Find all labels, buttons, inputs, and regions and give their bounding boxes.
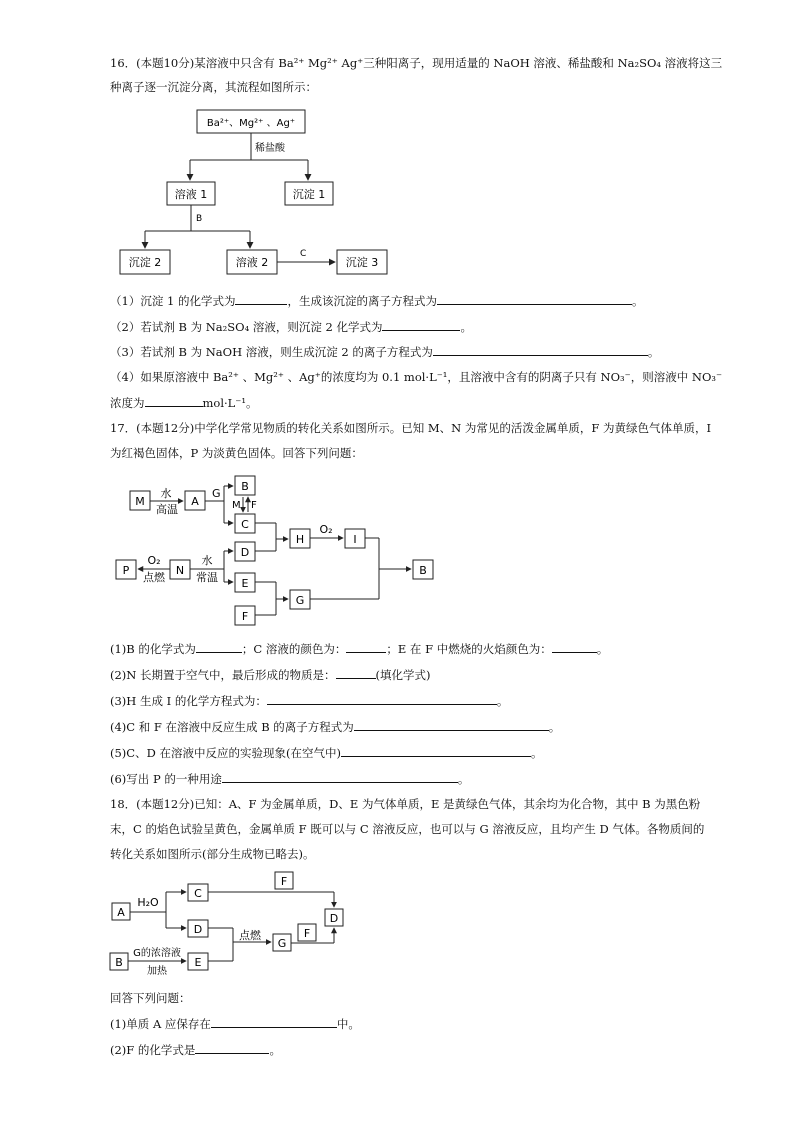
q18-blank2[interactable] xyxy=(195,1041,269,1054)
q17-P-label: P xyxy=(122,564,130,577)
q16-part1-text-c: 。 xyxy=(631,294,644,308)
q16-ppt2-label: 沉淀 2 xyxy=(128,256,162,269)
q16-reagent1: 稀盐酸 xyxy=(255,143,285,154)
q18-A-label: A xyxy=(117,906,125,919)
q16-reagentC: C xyxy=(300,249,307,259)
q17-part2 xyxy=(110,666,431,683)
q18-Fmid-label: F xyxy=(303,927,311,940)
q16-part4-line1: （4）如果原溶液中 Ba²⁺ 、Mg²⁺ 、Ag⁺的浓度均为 0.1 mol·L⁻¹，且溶液中含有的阴离子只有 NO₃⁻，则溶液中 NO₃⁻ xyxy=(110,370,723,384)
q17-E-label: E xyxy=(241,577,249,590)
q18-answer-prompt: 回答下列问题： xyxy=(110,991,191,1005)
q17-blank3[interactable] xyxy=(552,640,597,653)
q17-part6-text-a: (6)写出 P 的一种用途 xyxy=(110,772,222,786)
q18-Ftop-label: F xyxy=(280,875,288,888)
q16-part4-line2 xyxy=(110,394,257,411)
q17-intro-line2: 为红褐色固体，P 为淡黄色固体。回答下列问题： xyxy=(110,446,363,460)
q17-water-label-2: 水 xyxy=(201,554,213,567)
q16-part2 xyxy=(110,318,472,335)
q17-F-on-arrow: F xyxy=(251,500,257,511)
q16-part4-text-c: mol·L⁻¹。 xyxy=(202,396,258,410)
q17-F-label: F xyxy=(241,610,249,623)
q18-intro-line1: 18．(本题12分)已知：A、F 为金属单质，D、E 为气体单质，E 是黄绿色气体，其余均为化合物，其中 B 为黑色粉 xyxy=(110,797,701,811)
q17-G-label: G xyxy=(295,594,305,607)
q16-part3-text-b: 。 xyxy=(647,345,660,359)
q16-flowchart xyxy=(110,105,410,280)
q17-part4-text-b: 。 xyxy=(548,720,561,734)
q17-B-label: B xyxy=(241,480,249,493)
q16-blank5[interactable] xyxy=(145,394,203,407)
q18-intro-line2: 末，C 的焰色试验呈黄色，金属单质 F 既可以与 C 溶液反应，也可以与 G 溶液反应，且均产生 D 气体。各物质间的 xyxy=(110,822,705,836)
q16-part2-text-a: （2）若试剂 B 为 Na₂SO₄ 溶液，则沉淀 2 化学式为 xyxy=(110,320,383,334)
q16-intro-line1: 16．(本题10分)某溶液中只含有 Ba²⁺ Mg²⁺ Ag⁺三种阳离子，现用适量的 NaOH 溶液、稀盐酸和 Na₂SO₄ 溶液将这三 xyxy=(110,56,723,70)
q17-intro-line1: 17．(本题12分)中学化学常见物质的转化关系如图所示。已知 M、N 为常见的活泼金属单质，F 为黄绿色气体单质，I xyxy=(110,421,712,435)
q17-blank2[interactable] xyxy=(346,640,386,653)
q18-blank1[interactable] xyxy=(211,1015,337,1028)
q16-blank4[interactable] xyxy=(433,343,648,356)
q17-diagram xyxy=(110,470,440,630)
q16-part1-text-a: （1）沉淀 1 的化学式为 xyxy=(110,294,236,308)
q17-O2-label-2: O₂ xyxy=(147,554,161,567)
q17-part1-text-c: ；E 在 F 中燃烧的火焰颜色为： xyxy=(386,642,552,656)
q18-intro-line3: 转化关系如图所示(部分生成物已略去)。 xyxy=(110,847,315,861)
q16-part2-text-b: 。 xyxy=(460,320,472,334)
q18-part1 xyxy=(110,1015,360,1032)
q16-intro-line2: 种离子逐一沉淀分离，其流程如图所示： xyxy=(110,80,317,94)
q18-G-label: G xyxy=(277,937,287,950)
q18-diagram xyxy=(100,866,360,976)
q17-part6 xyxy=(110,770,469,787)
q17-M-on-arrow: M xyxy=(232,500,241,511)
q17-part5-text-b: 。 xyxy=(530,746,543,760)
q17-blank6[interactable] xyxy=(354,718,549,731)
q17-blank1[interactable] xyxy=(196,640,242,653)
q17-part3-text-a: (3)H 生成 I 的化学方程式为： xyxy=(110,694,267,708)
q18-part1-text-a: (1)单质 A 应保存在 xyxy=(110,1017,211,1031)
q17-O2-label: O₂ xyxy=(319,523,333,536)
q16-sol2-label: 溶液 2 xyxy=(235,256,269,269)
q17-part4-text-a: (4)C 和 F 在溶液中反应生成 B 的离子方程式为 xyxy=(110,720,354,734)
q17-part3 xyxy=(110,692,508,709)
q17-blank7[interactable] xyxy=(341,744,531,757)
q16-start-label: Ba²⁺、Mg²⁺ 、Ag⁺ xyxy=(206,118,296,129)
q18-Dbox-label: D xyxy=(329,912,339,925)
q18-reagent-label: G的浓溶液 xyxy=(133,948,181,959)
q18-part2-text-a: (2)F 的化学式是 xyxy=(110,1043,196,1057)
q16-part3 xyxy=(110,343,659,360)
q17-part1-text-a: (1)B 的化学式为 xyxy=(110,642,196,656)
q17-part6-text-b: 。 xyxy=(457,772,470,786)
q18-part1-text-b: 中。 xyxy=(336,1017,360,1031)
q17-N-label: N xyxy=(175,564,185,577)
q17-C-label: C xyxy=(241,518,249,531)
q17-part1-text-b: ；C 溶液的颜色为： xyxy=(241,642,347,656)
q17-water-label: 水 xyxy=(160,487,172,500)
q16-blank2[interactable] xyxy=(437,292,632,305)
q18-part2 xyxy=(110,1041,281,1058)
q18-C-label: C xyxy=(194,887,202,900)
q17-part1 xyxy=(110,640,608,657)
q17-Bout-label: B xyxy=(419,564,427,577)
q17-I-label: I xyxy=(353,533,357,546)
q17-part4 xyxy=(110,718,560,735)
q17-blank8[interactable] xyxy=(222,770,458,783)
q16-blank1[interactable] xyxy=(235,292,287,305)
q17-part2-text-a: (2)N 长期置于空气中，最后形成的物质是： xyxy=(110,668,336,682)
q17-G-reagent: G xyxy=(212,487,221,500)
q17-part5-text-a: (5)C、D 在溶液中反应的实验现象(在空气中) xyxy=(110,746,341,760)
q18-part2-text-b: 。 xyxy=(269,1043,281,1057)
q17-part2-text-b: (填化学式) xyxy=(375,668,431,682)
q16-part1-text-b: ，生成该沉淀的离子方程式为 xyxy=(287,294,437,308)
q17-part1-text-d: 。 xyxy=(596,642,609,656)
q18-B-label: B xyxy=(115,956,123,969)
q16-blank3[interactable] xyxy=(382,318,460,331)
q17-ignite-label: 点燃 xyxy=(143,571,165,584)
q17-blank5[interactable] xyxy=(267,692,497,705)
q16-reagentB: B xyxy=(196,214,203,224)
q17-A-label: A xyxy=(191,495,199,508)
q17-hightemp-label: 高温 xyxy=(156,503,178,516)
q16-ppt1-label: 沉淀 1 xyxy=(292,188,326,201)
q17-blank4[interactable] xyxy=(336,666,376,679)
q18-Dout-label: D xyxy=(193,923,203,936)
q17-D-label: D xyxy=(240,546,250,559)
q18-ignite-label: 点燃 xyxy=(239,929,261,942)
q18-H2O-label: H₂O xyxy=(137,896,159,909)
q18-heat-label: 加热 xyxy=(147,966,167,976)
q17-normaltemp-label: 常温 xyxy=(196,571,218,584)
q17-part3-text-b: 。 xyxy=(496,694,509,708)
q16-part4-text-b: 浓度为 xyxy=(110,396,145,410)
q16-ppt3-label: 沉淀 3 xyxy=(345,256,379,269)
q17-H-label: H xyxy=(295,533,305,546)
q17-part5 xyxy=(110,744,542,761)
q16-part3-text-a: （3）若试剂 B 为 NaOH 溶液，则生成沉淀 2 的离子方程式为 xyxy=(110,345,433,359)
q16-part1 xyxy=(110,292,643,309)
q17-M-label: M xyxy=(135,495,145,508)
q16-sol1-label: 溶液 1 xyxy=(174,188,208,201)
q18-E-label: E xyxy=(194,956,202,969)
